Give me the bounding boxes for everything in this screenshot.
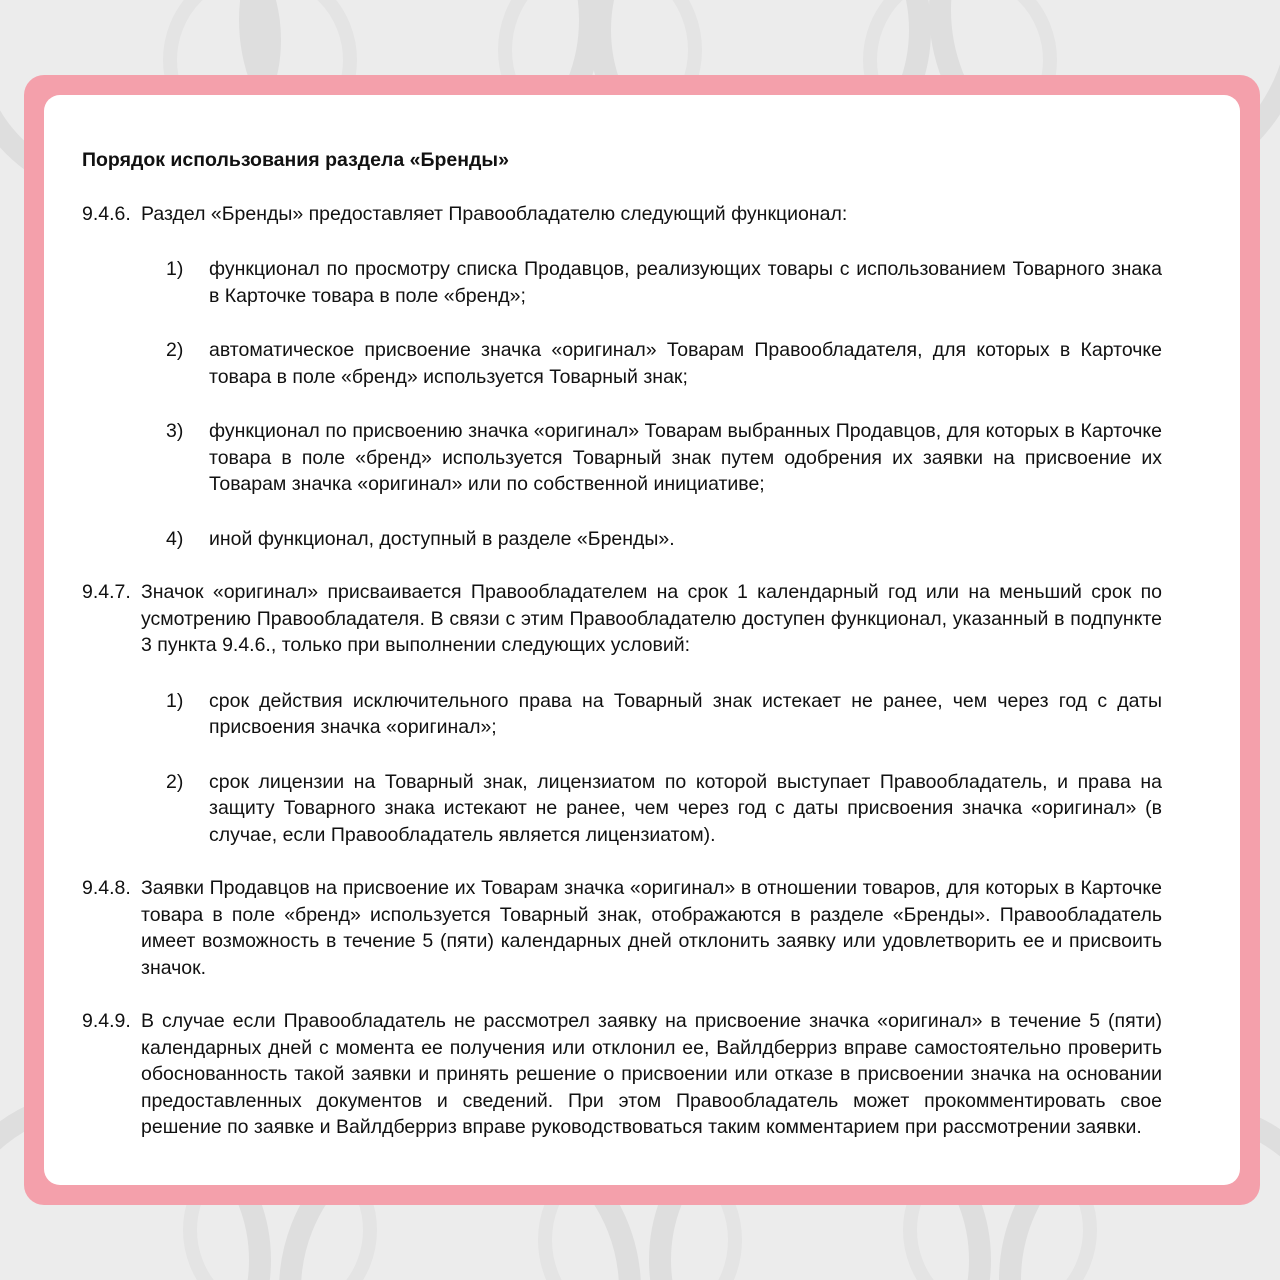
clause-number: 9.4.6. <box>82 202 131 225</box>
item-text: автоматическое присвоение значка «оригинал» Товарам Правообладателя, для которых в Карточке товара в поле «бренд» используется Товарный знак; <box>209 339 1162 388</box>
item-text: срок лицензии на Товарный знак, лицензиатом по которой выступает Правообладатель, и права на защиту Товарного знака истекают не ранее, чем через год с даты присвоения значка «оригинал» (в случае, если Правообладатель является лицензиатом). <box>209 770 1162 846</box>
clause-number: 9.4.9. <box>82 1010 131 1032</box>
item-number: 1) <box>166 258 184 280</box>
list-item <box>82 418 1162 498</box>
clause-9-4-7 <box>82 579 1162 848</box>
document-body <box>82 147 1162 1141</box>
clause-items <box>82 688 1162 849</box>
clause-paragraph <box>82 579 1162 659</box>
list-item <box>82 526 1162 553</box>
document-title: Порядок использования раздела «Бренды» <box>82 149 509 171</box>
clause-text: Раздел «Бренды» предоставляет Правообладателю следующий функционал: <box>141 202 848 225</box>
clause-paragraph <box>82 201 1162 228</box>
clause-text: Значок «оригинал» присваивается Правообладателем на срок 1 календарный год или на меньший срок по усмотрению Правообладателя. В связи с этим Правообладателю доступен функционал, указанный в подпункте 3 пункта 9.4.6., только при выполнении следующих условий: <box>141 581 1162 656</box>
list-item <box>82 337 1162 390</box>
item-text: иной функционал, доступный в разделе «Бренды». <box>209 527 675 550</box>
item-text: функционал по просмотру списка Продавцов, реализующих товары с использованием Товарного знака в Карточке товара в поле «бренд»; <box>209 258 1162 307</box>
clause-text: В случае если Правообладатель не рассмотрел заявку на присвоение значка «оригинал» в течение 5 (пяти) календарных дней с момента ее получения или отклонил ее, Вайлдберриз вправе самостоятельно проверить обоснованность такой заявки и принять решение о присвоении или отказе в присвоении значка на основании предоставленных документов и сведений. При этом Правообладатель может прокомментировать свое решение по заявке и Вайлдберриз вправе руководствоваться таким комментарием при рассмотрении заявки. <box>141 1010 1162 1138</box>
clause-9-4-8 <box>82 875 1162 981</box>
item-text: срок действия исключительного права на Товарный знак истекает не ранее, чем через год с даты присвоения значка «оригинал»; <box>209 689 1162 738</box>
list-item <box>82 769 1162 849</box>
clause-text: Заявки Продавцов на присвоение их Товарам значка «оригинал» в отношении товаров, для которых в Карточке товара в поле «бренд» используется Товарный знак, отображаются в разделе «Бренды». Правообладатель имеет возможность в течение 5 (пяти) календарных дней отклонить заявку или удовлетворить ее и присвоить значок. <box>141 877 1162 979</box>
item-number: 2) <box>166 770 184 793</box>
item-text: функционал по присвоению значка «оригинал» Товарам выбранных Продавцов, для которых в Карточке товара в поле «бренд» используется Товарный знак путем одобрения их заявки на присвоение их Товарам значка «оригинал» или по собственной инициативе; <box>209 420 1162 495</box>
list-item <box>82 688 1162 741</box>
clause-9-4-9 <box>82 1008 1162 1141</box>
item-number: 1) <box>166 689 184 712</box>
clause-items <box>82 256 1162 552</box>
list-item <box>82 256 1162 309</box>
item-number: 2) <box>166 339 184 361</box>
item-number: 3) <box>166 420 184 442</box>
item-number: 4) <box>166 527 184 550</box>
clause-number: 9.4.8. <box>82 877 131 899</box>
clause-9-4-6 <box>82 201 1162 553</box>
clause-number: 9.4.7. <box>82 581 131 603</box>
document-card <box>44 95 1240 1185</box>
